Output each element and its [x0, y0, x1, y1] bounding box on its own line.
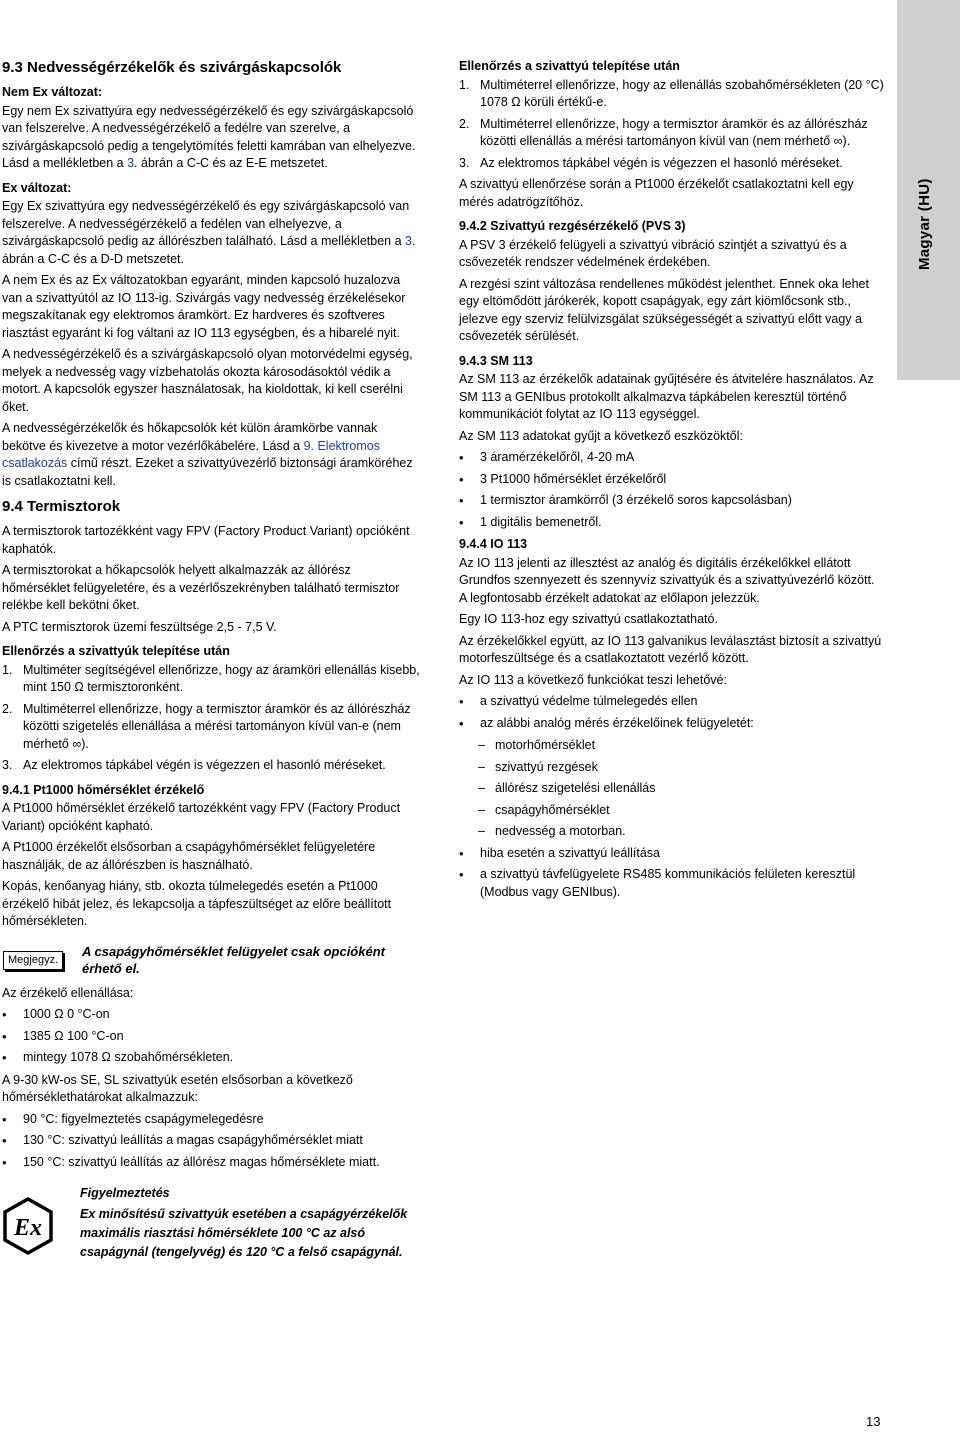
- warning-text: Ex minősítésű szivattyúk esetében a csapágyérzékelők maximális riasztási hőmérséklete 100 °C az alsó csapágynál (tengelyvég) és 120 °C a felső csapágynál.: [80, 1206, 408, 1259]
- dash-item: – nedvesség a motorban.: [478, 824, 626, 838]
- thermistor-paragraph-1: A termisztorok tartozékként vagy FPV (Factory Product Variant) opcióként kaphatók.: [2, 524, 410, 556]
- thermistor-check-heading: Ellenőrzés a szivattyúk telepítése után: [2, 644, 230, 658]
- ex-heading: Ex változat:: [2, 180, 72, 195]
- limits-intro: A 9-30 kW-os SE, SL szivattyúk esetén elsősorban a következő hőmérséklethatárokat alkalmazzuk:: [2, 1072, 353, 1104]
- nonex-paragraph: Egy nem Ex szivattyúra egy nedvességérzékelő és egy szivárgáskapcsoló van felszerelve. A nedvességérzékelő a fedélre van szerelve, a szivárgáskapcsoló pedig a tengelytömítés feletti kamrában van elhelyezve. Lásd a mellékletben a 3. ábrán a C-C és az E-E metszetet.: [2, 103, 416, 170]
- io113-paragraph-3: Az érzékelőkkel együtt, az IO 113 galvanikus leválasztást biztosít a szivattyú motorfeszültsége és a csatlakoztatott vezérlő között.: [459, 633, 882, 665]
- io113-heading: 9.4.4 IO 113: [459, 537, 528, 551]
- numbered-step: 3. Az elektromos tápkábel végén is végezzen el hasonló méréseket.: [459, 155, 843, 170]
- list-item: • 1000 Ω 0 °C-on: [2, 1007, 110, 1022]
- io113-list-continued: [459, 845, 884, 902]
- note-label: Megjegyz.: [3, 951, 63, 970]
- limits-list: [2, 1111, 420, 1172]
- pt1000-check-heading: Ellenőrzés a szivattyú telepítése után: [459, 59, 680, 73]
- right-column: [459, 58, 884, 906]
- list-item: • 130 °C: szivattyú leállítás a magas csapágyhőmérséklet miatt: [2, 1133, 363, 1148]
- figure-3-link[interactable]: 3: [127, 156, 135, 170]
- numbered-step: 1. Multiméter segítségével ellenőrizze, hogy az áramköri ellenállás kisebb, mint 150 Ω termisztoronként.: [2, 662, 420, 694]
- pt1000-paragraph-1: A Pt1000 hőmérséklet érzékelő tartozékként vagy FPV (Factory Product Variant) opcióként kapható.: [2, 801, 401, 833]
- sm113-paragraph-1: Az SM 113 az érzékelők adatainak gyűjtésére és átvitelére használatos. Az SM 113 a GENIbus protokollt alkalmazva tápkábelen keresztül történő kommunikációt folytat az IO 113 egységgel.: [459, 372, 874, 421]
- list-item: • 1 termisztor áramkörről (3 érzékelő soros kapcsolásban): [459, 493, 792, 508]
- list-item: • 90 °C: figyelmeztetés csapágymelegedésre: [2, 1111, 264, 1127]
- io113-paragraph-4: Az IO 113 a következő funkciókat teszi lehetővé:: [459, 672, 727, 687]
- numbered-step: 1. Multiméterrel ellenőrizze, hogy az ellenállás szobahőmérsékleten (20 °C) 1078 Ω körüli értékű-e.: [459, 77, 884, 109]
- list-item: • 1385 Ω 100 °C-on: [2, 1028, 124, 1044]
- pvs3-heading: 9.4.2 Szivattyú rezgésérzékelő (PVS 3): [459, 219, 686, 233]
- sm113-heading: 9.4.3 SM 113: [459, 353, 533, 368]
- dash-item: – csapágyhőmérséklet: [478, 802, 610, 817]
- nonex-heading: Nem Ex változat:: [2, 85, 103, 99]
- section-93-title: 9.3 Nedvességérzékelők és szivárgáskapcsolók: [2, 59, 342, 76]
- sm113-paragraph-2: Az SM 113 adatokat gyűjt a következő eszközöktől:: [459, 428, 743, 443]
- switches-paragraph: A nem Ex és az Ex változatokban egyaránt, minden kapcsoló huzalozva van a szivattyútól az IO 113-ig. Szivárgás vagy nedvesség érzékelésekor megszakítanak egy elektromos áramkört. Ez hardveres és szoftveres riasztást egyaránt ki fog váltani az IO 113 egységben, és a hibarelé nyit.: [2, 273, 406, 340]
- page-number: 13: [866, 1414, 881, 1429]
- pvs3-paragraph-2: A rezgési szint változása rendellenes működést jelenthet. Ennek oka lehet egy eltömődött járókerék, kopott csapágyak, egy zárt kiömlőcsonk stb., jelezve egy szerviz felülvizsgálat szükségességét a szivattyú előtt vagy a csővezeték sérülését.: [459, 276, 869, 343]
- list-item: • az alábbi analóg mérés érzékelőinek felügyeletét:: [459, 715, 754, 731]
- numbered-step: 3. Az elektromos tápkábel végén is végezzen el hasonló méréseket.: [2, 758, 386, 772]
- list-item: • 150 °C: szivattyú leállítás az állórész magas hőmérséklete miatt.: [2, 1154, 380, 1170]
- note-text: A csapágyhőmérséklet felügyelet csak opcióként érhető el.: [82, 943, 385, 976]
- thermistor-paragraph-2: A termisztorokat a hőkapcsolók helyett alkalmazzák az állórész hőmérséklet felügyeletére, és a vezérlőszekrényben található termisztor relékbe kell bekötni őket.: [2, 563, 400, 612]
- numbered-step: 2. Multiméterrel ellenőrizze, hogy a termisztor áramkör és az állórészház közötti szigetelés ellenállása a mérési tartományon kívül van-e (nem mérhető ∞).: [2, 701, 411, 751]
- io113-paragraph-1: Az IO 113 jelenti az illesztést az analóg és digitális érzékelőkkel ellátott Grundfos szennyezett és szennyvíz szivattyúk és a szivattyúvezérlő között. A legfontosabb érzékelt adatokat az előlapon jelezzük.: [459, 555, 875, 605]
- section-94-title: 9.4 Termisztorok: [2, 498, 121, 515]
- list-item: • 3 Pt1000 hőmérséklet érzékelőről: [459, 471, 667, 487]
- electrical-connection-link[interactable]: 9. Elektromos csatlakozás: [2, 438, 380, 470]
- figure-3-link[interactable]: 3: [405, 234, 412, 248]
- pvs3-paragraph-1: A PSV 3 érzékelő felügyeli a szivattyú vibráció szintjét a szivattyú és a csővezeték rendszer védelmének érdekében.: [459, 237, 847, 269]
- dash-item: – szivattyú rezgések: [478, 759, 598, 774]
- pt1000-paragraph-3: Kopás, kenőanyag hiány, stb. okozta túlmelegedés esetén a Pt1000 érzékelő hibát jelez, és lekapcsolja a tápfeszültséget az előre beállított hőmérsékleten.: [2, 879, 392, 928]
- note-block: [2, 943, 420, 977]
- pt1000-paragraph-2: A Pt1000 érzékelőt elsősorban a csapágyhőmérséklet felügyeletére használják, de az állórészben is használható.: [2, 840, 376, 872]
- io113-list: [459, 693, 884, 732]
- svg-text:Ex: Ex: [13, 1215, 43, 1241]
- ex-hexagon-icon: [2, 1197, 54, 1255]
- ex-paragraph: Egy Ex szivattyúra egy nedvességérzékelő és egy szivárgáskapcsoló van felszerelve. A nedvességérzékelő a fedélen van elhelyezve, a szivárgáskapcsoló pedig az állórészben található. Lásd a mellékletben a 3. ábrán a C-C és a D-D metszetet.: [2, 199, 416, 266]
- list-item: • a szivattyú védelme túlmelegedés ellen: [459, 694, 698, 709]
- list-item: • mintegy 1078 Ω szobahőmérsékleten.: [2, 1050, 234, 1065]
- warning-title: Figyelmeztetés: [80, 1186, 170, 1200]
- list-item: • hiba esetén a szivattyú leállítása: [459, 845, 660, 861]
- protection-paragraph: A nedvességérzékelő és a szivárgáskapcsoló olyan motorvédelmi egység, melyek a nedvesség vagy vízbehatolás okozta károsodásoktól védik a motort. A kapcsolók egyszer használatosak, ha kioldottak, ki kell cserélni őket.: [2, 347, 413, 414]
- resistance-heading: Az érzékelő ellenállása:: [2, 985, 134, 1000]
- check-paragraph: A szivattyú ellenőrzése során a Pt1000 érzékelőt csatlakoztatni kell egy mérés adatrögzítőhöz.: [459, 177, 854, 209]
- circuits-paragraph: A nedvességérzékelők és hőkapcsolók két külön áramkörbe vannak bekötve és kivezetve a motor vezérlőkábelére. Lásd a 9. Elektromos csatlakozás című részt. Ezeket a szivattyúvezérlő biztonsági áramköréhez is csatlakoztatni kell.: [2, 421, 413, 488]
- list-item: • 1 digitális bemenetről.: [459, 514, 602, 530]
- language-tab-label: Magyar (HU): [916, 178, 933, 270]
- left-column: [2, 58, 420, 1262]
- dash-item: – motorhőmérséklet: [478, 738, 596, 752]
- list-item: • a szivattyú távfelügyelete RS485 kommunikációs felületen keresztül (Modbus vagy GENIbus).: [459, 867, 856, 899]
- io113-paragraph-2: Egy IO 113-hoz egy szivattyú csatlakoztatható.: [459, 612, 718, 626]
- thermistor-paragraph-3: A PTC termisztorok üzemi feszültsége 2,5 - 7,5 V.: [2, 619, 277, 634]
- list-item: • 3 áramérzékelőről, 4-20 mA: [459, 450, 635, 465]
- language-side-tab: [897, 0, 960, 380]
- pt1000-heading: 9.4.1 Pt1000 hőmérséklet érzékelő: [2, 782, 205, 797]
- warning-block: [2, 1185, 420, 1262]
- resistance-list: [2, 1006, 420, 1067]
- sm113-list: [459, 449, 884, 531]
- io113-dash-list: [459, 737, 884, 841]
- numbered-step: 2. Multiméterrel ellenőrizze, hogy a termisztor áramkör és az állórészház közötti ellenállás a mérési tartományon kívül van (nem mérhető ∞).: [459, 116, 868, 148]
- dash-item: – állórész szigetelési ellenállás: [478, 781, 656, 795]
